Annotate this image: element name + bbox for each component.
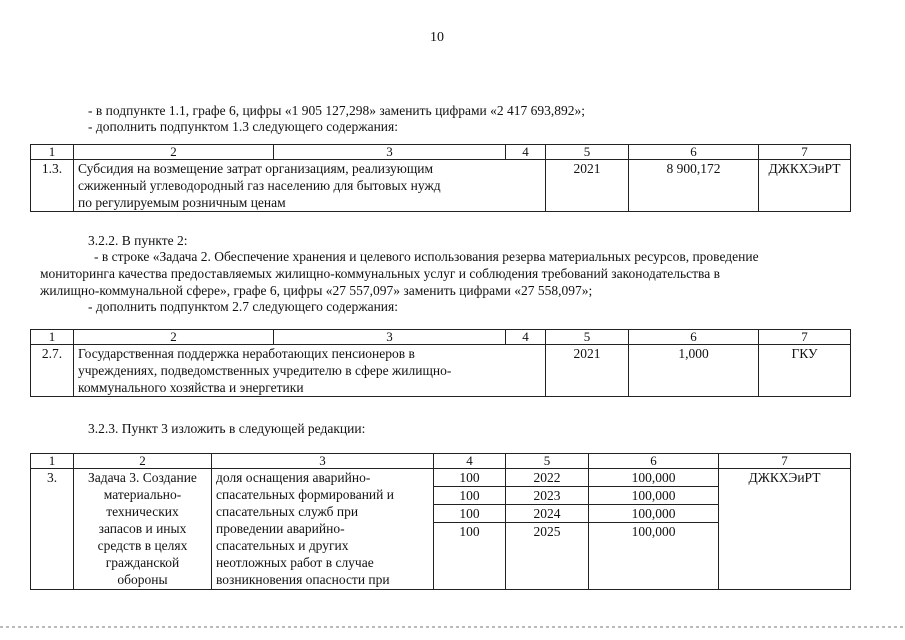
indicator-cell <box>212 469 434 590</box>
col-header: 3 <box>274 330 506 345</box>
task-line: материально- <box>103 487 182 502</box>
col-header: 2 <box>74 145 274 160</box>
table-point-3 <box>30 453 851 590</box>
row-executor: ГКУ <box>759 345 851 397</box>
col-header: 5 <box>546 145 629 160</box>
year-cell: 2024 <box>506 505 589 523</box>
col-header: 5 <box>506 454 589 469</box>
year-cell: 2023 <box>506 487 589 505</box>
value-cell: 100 <box>434 505 506 523</box>
task-line: гражданской <box>105 555 180 570</box>
description-line: по регулируемым розничным ценам <box>78 195 286 210</box>
col-header: 3 <box>274 145 506 160</box>
amount-cell: 100,000 <box>589 487 719 505</box>
row-description <box>74 345 546 397</box>
row-executor: ДЖКХЭиРТ <box>759 160 851 212</box>
row-number: 1.3. <box>31 160 74 212</box>
indicator-line: спасательных формирований и <box>216 487 394 502</box>
col-header: 6 <box>629 145 759 160</box>
col-header: 6 <box>589 454 719 469</box>
col-header: 6 <box>629 330 759 345</box>
amount-cell: 100,000 <box>589 469 719 487</box>
col-header: 7 <box>759 330 851 345</box>
task-line: Задача 3. Создание <box>88 470 197 485</box>
indicator-line: спасательных и других <box>216 538 349 553</box>
table-row <box>31 469 851 487</box>
indicator-line: доля оснащения аварийно- <box>216 470 371 485</box>
indicator-line: проведении аварийно- <box>216 521 345 536</box>
row-year: 2021 <box>546 345 629 397</box>
row-amount: 1,000 <box>629 345 759 397</box>
col-header: 2 <box>74 330 274 345</box>
page-number: 10 <box>430 30 444 45</box>
paragraph-point-3: 3.2.3. Пункт 3 изложить в следующей редакции: <box>88 421 366 436</box>
table-subitem-1-3 <box>30 144 851 212</box>
paragraph-line: жилищно-коммунальной сфере», графе 6, цифры «27 557,097» заменить цифрами «27 558,097»; <box>40 283 593 298</box>
indicator-line: спасательных служб при <box>216 504 359 519</box>
task-cell <box>74 469 212 590</box>
amount-cell: 100,000 <box>589 523 719 590</box>
col-header: 1 <box>31 454 74 469</box>
col-header: 4 <box>434 454 506 469</box>
description-line: Субсидия на возмещение затрат организациям, реализующим <box>78 161 433 176</box>
row-number: 3. <box>31 469 74 590</box>
paragraph-line: - в строке «Задача 2. Обеспечение хранения и целевого использования резерва материальных ресурсов, проведение <box>94 249 759 264</box>
paragraph-replace-1-1: - в подпункте 1.1, графе 6, цифры «1 905 127,298» заменить цифрами «2 417 693,892»; <box>88 103 586 118</box>
col-header: 7 <box>719 454 851 469</box>
table-header-row <box>31 330 851 345</box>
paragraph-add-1-3: - дополнить подпунктом 1.3 следующего содержания: <box>88 119 398 134</box>
year-cell: 2025 <box>506 523 589 590</box>
task-line: технических <box>106 504 179 519</box>
row-year: 2021 <box>546 160 629 212</box>
task-line: средств в целях <box>97 538 188 553</box>
table-row <box>31 345 851 397</box>
col-header: 7 <box>759 145 851 160</box>
row-description <box>74 160 546 212</box>
executor-cell: ДЖКХЭиРТ <box>719 469 851 590</box>
table-header-row <box>31 454 851 469</box>
task-line: обороны <box>117 572 168 587</box>
col-header: 4 <box>506 145 546 160</box>
paragraph-task-2 <box>40 248 759 299</box>
indicator-line: неотложных работ в случае <box>216 555 374 570</box>
col-header: 3 <box>212 454 434 469</box>
value-cell: 100 <box>434 523 506 590</box>
paragraph-add-2-7: - дополнить подпунктом 2.7 следующего содержания: <box>88 299 398 314</box>
col-header: 1 <box>31 330 74 345</box>
row-number: 2.7. <box>31 345 74 397</box>
col-header: 2 <box>74 454 212 469</box>
row-amount: 8 900,172 <box>629 160 759 212</box>
col-header: 1 <box>31 145 74 160</box>
scan-edge-divider <box>0 626 905 628</box>
table-row <box>31 160 851 212</box>
table-subitem-2-7 <box>30 329 851 397</box>
col-header: 4 <box>506 330 546 345</box>
paragraph-line: мониторинга качества предоставляемых жилищно-коммунальных услуг и соблюдения требований законодательства в <box>40 266 720 281</box>
table-header-row <box>31 145 851 160</box>
task-line: запасов и иных <box>98 521 187 536</box>
value-cell: 100 <box>434 469 506 487</box>
year-cell: 2022 <box>506 469 589 487</box>
col-header: 5 <box>546 330 629 345</box>
paragraph-point-2: 3.2.2. В пункте 2: <box>88 233 188 248</box>
description-line: сжиженный углеводородный газ населению для бытовых нужд <box>78 178 441 193</box>
value-cell: 100 <box>434 487 506 505</box>
description-line: учреждениях, подведомственных учредителю в сфере жилищно- <box>78 363 452 378</box>
indicator-line: возникновения опасности при <box>216 572 390 587</box>
amount-cell: 100,000 <box>589 505 719 523</box>
description-line: коммунального хозяйства и энергетики <box>78 380 304 395</box>
description-line: Государственная поддержка неработающих пенсионеров в <box>78 346 415 361</box>
